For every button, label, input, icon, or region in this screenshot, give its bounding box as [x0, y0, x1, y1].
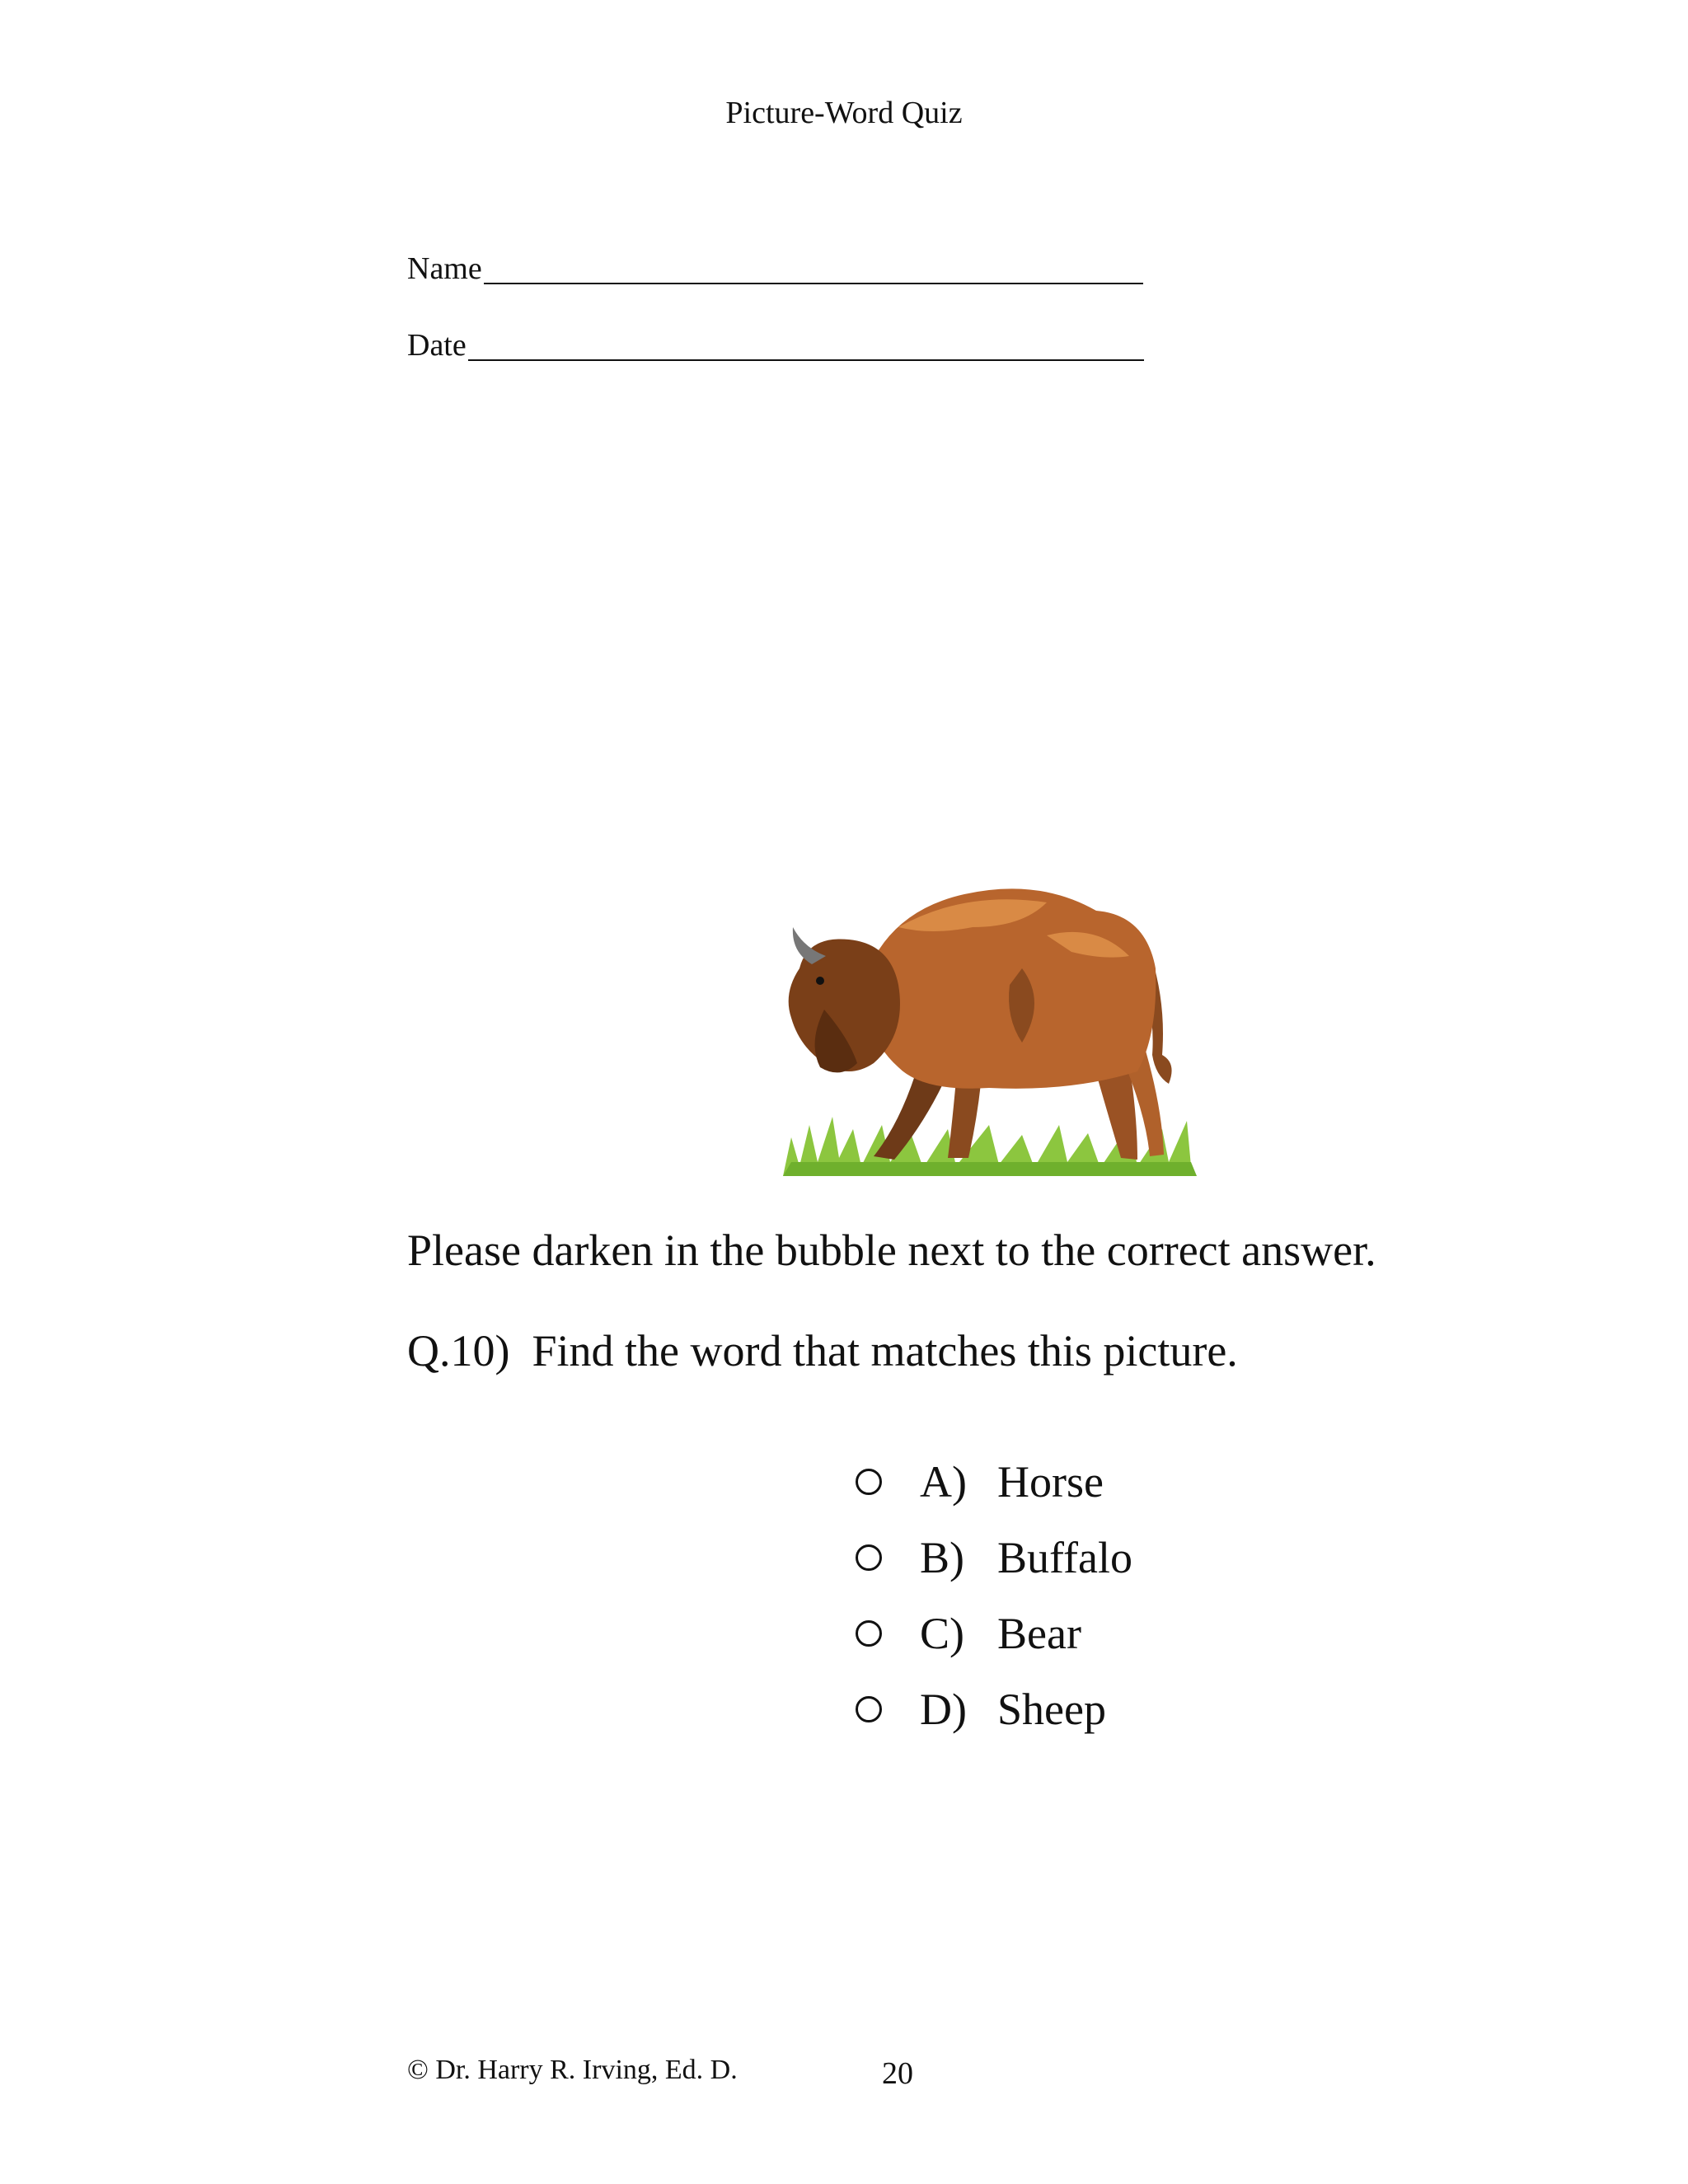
answer-choices — [856, 1444, 1132, 1747]
copyright-notice: © Dr. Harry R. Irving, Ed. D. — [407, 2055, 738, 2085]
choice-word: Sheep — [997, 1685, 1106, 1734]
buffalo-picture — [775, 878, 1203, 1183]
page-number: 20 — [882, 2056, 913, 2091]
choice-letter: A) — [920, 1457, 967, 1507]
choice-word: Bear — [997, 1609, 1081, 1658]
name-underline[interactable] — [484, 283, 1143, 284]
question-number: Q.10) — [407, 1326, 510, 1376]
choice-a[interactable] — [856, 1444, 1132, 1520]
question-text: Find the word that matches this picture. — [532, 1326, 1238, 1376]
choice-b[interactable] — [856, 1520, 1132, 1596]
choice-d[interactable] — [856, 1671, 1132, 1747]
name-field[interactable] — [407, 253, 1143, 284]
choice-letter: B) — [920, 1533, 964, 1582]
date-underline[interactable] — [468, 359, 1144, 361]
answer-bubble[interactable] — [856, 1620, 882, 1647]
choice-word: Buffalo — [997, 1533, 1132, 1582]
choice-letter: D) — [920, 1685, 967, 1734]
instructions: Please darken in the bubble next to the correct answer. — [407, 1226, 1376, 1275]
buffalo-illustration — [775, 878, 1203, 1183]
date-label: Date — [407, 328, 467, 363]
answer-bubble[interactable] — [856, 1469, 882, 1495]
name-label: Name — [407, 251, 482, 286]
choice-letter: C) — [920, 1609, 964, 1658]
answer-bubble[interactable] — [856, 1696, 882, 1722]
choice-word: Horse — [997, 1457, 1104, 1507]
eye — [816, 977, 824, 985]
question-prompt — [407, 1326, 1238, 1376]
answer-bubble[interactable] — [856, 1544, 882, 1571]
choice-c[interactable] — [856, 1596, 1132, 1671]
date-field[interactable] — [407, 330, 1144, 361]
page-title: Picture-Word Quiz — [725, 96, 963, 130]
